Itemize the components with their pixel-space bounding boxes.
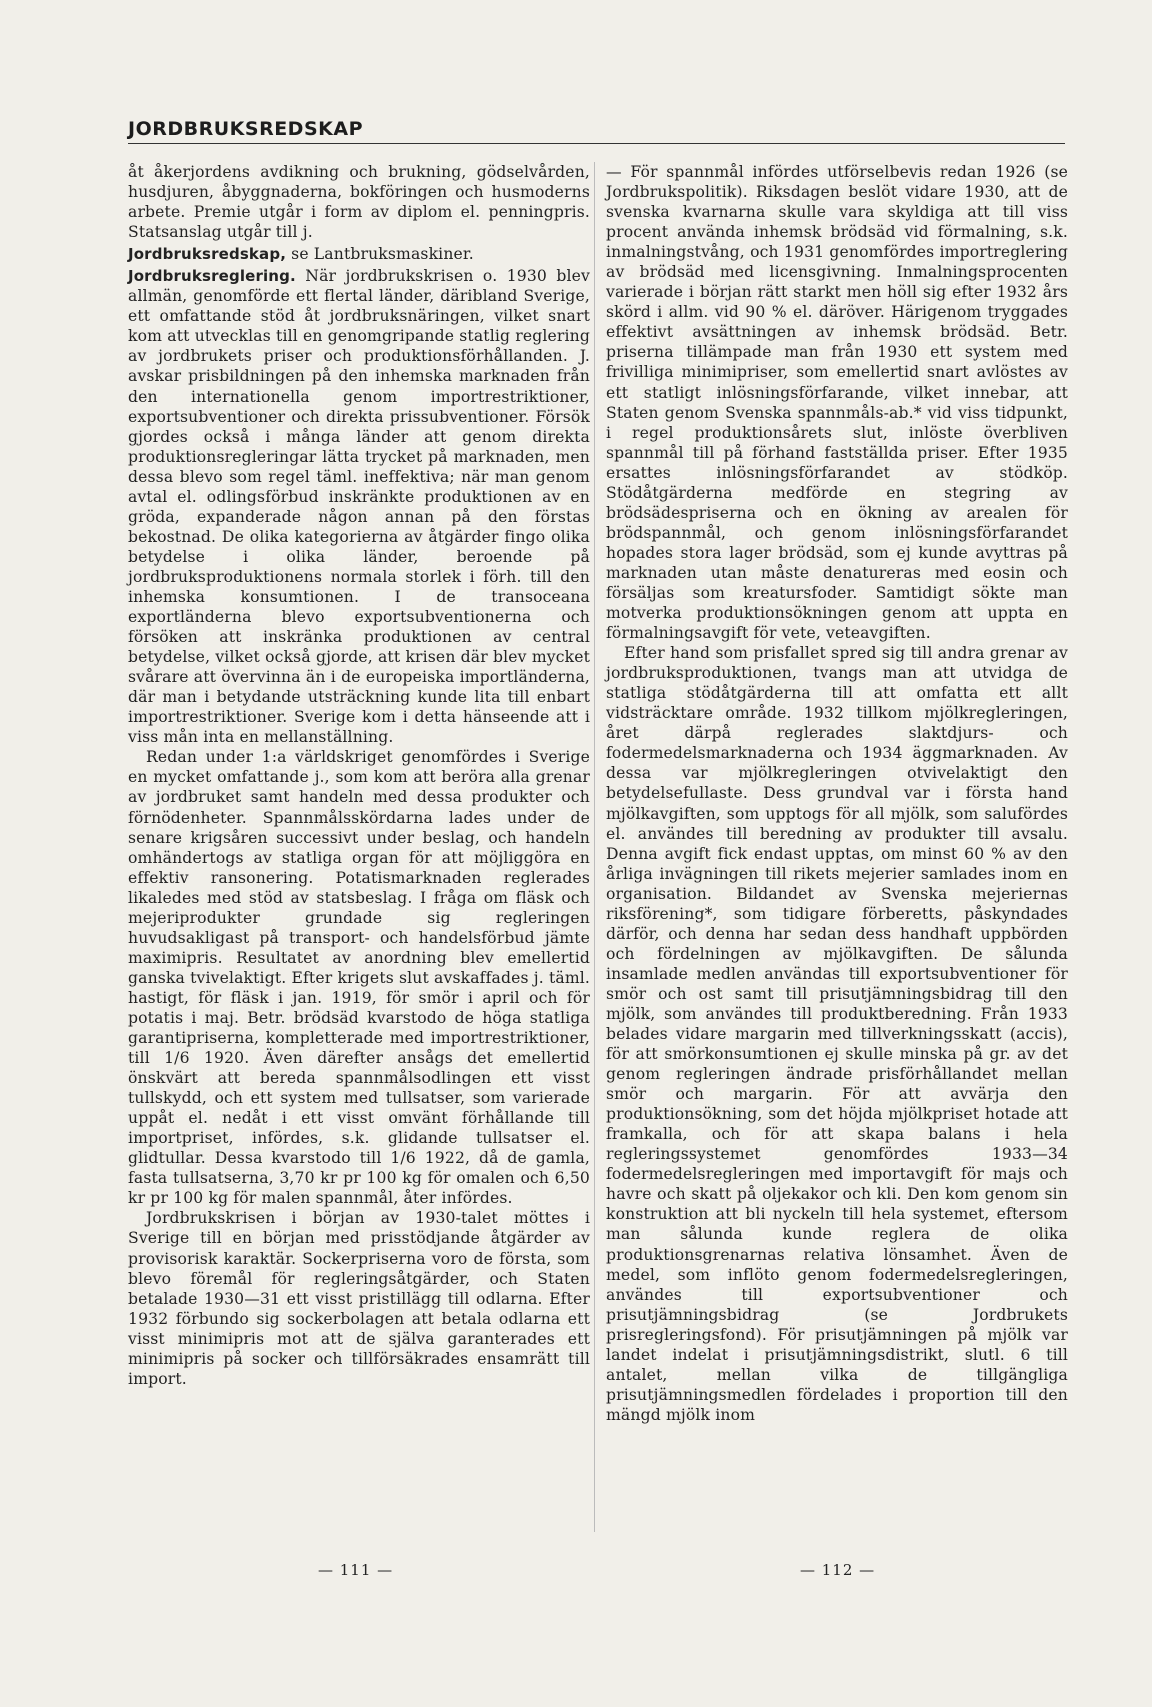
entry-jordbruksredskap bbox=[128, 242, 590, 264]
running-head: JORDBRUKSREDSKAP bbox=[128, 118, 363, 140]
left-paragraph-3: Jordbrukskrisen i början av 1930-talet möttes i Sverige till en början med prisstödjande åtgärder av provisorisk karaktär. Sockerpriserna voro de första, som blevo föremål för regleringsåtgärder, och Staten betalade 1930—31 ett visst pristillägg till odlarna. Efter 1932 förbundo sig sockerbolagen att betala odlarna ett visst minimipris mot att de själva garanterades ett minimipris på socker och tillförsäkrades ensamrätt till import. bbox=[128, 1209, 590, 1388]
header-rule bbox=[128, 143, 1065, 144]
left-column bbox=[128, 162, 590, 1389]
entry-text: När jordbrukskrisen o. 1930 blev allmän, genomförde ett flertal länder, däribland Sverige, ett omfattande stöd åt jordbruksnäringen, vilket snart kom att utvecklas till en genomgripande statlig reglering av jordbrukets priser och produktionsförhållanden. J. avskar prisbildningen på den inhemska marknaden från den internationella genom importrestriktioner, exportsubventioner och direkta prissubventioner. Försök gjordes också i många länder att genom direkta produktionsregleringar lätta trycket på marknaden, men dessa blevo som regel täml. ineffektiva; när man genom avtal el. odlingsförbud inskränkte produktionen av en gröda, expanderade någon annan på den förstas bekostnad. De olika kategorierna av åtgärder fingo olika betydelse i olika länder, beroende på jordbruksproduktionens normala storlek i förh. till den inhemska konsumtionen. I de transoceana exportländerna blevo exportsubventionerna och försöken att inskränka produktionen av central betydelse, vilket också gjorde, att krisen där blev mycket svårare att övervinna än i de europeiska importländerna, där man i betydande utsträckning kunde lita till enbart importrestriktioner. Sverige kom i detta hänseende att i viss mån inta en mellanställning. bbox=[128, 267, 590, 747]
right-paragraph-1: — För spannmål infördes utförselbevis redan 1926 (se Jordbrukspolitik). Riksdagen beslöt vidare 1930, att de svenska kvarnarna skulle vara skyldiga att till viss procent använda inhemsk brödsäd vid förmalning, s.k. inmalningstvång, och 1931 genomfördes importreglering av brödsäd med licensgivning. Inmalningsprocenten varierade i början rätt starkt men höll sig efter 1932 års skörd i allm. vid 90 % el. däröver. Härigenom tryggades effektivt avsättningen av inhemsk brödsäd. Betr. priserna tillämpade man från 1930 ett system med frivilliga minimipriser, som emellertid snart avlöstes av ett statligt inlösningsförfarande, vilket innebar, att Staten genom Svenska spannmåls-ab.* vid viss tidpunkt, i regel produktionsårets slut, inlöste överbliven spannmål till på förhand fastställda priser. Efter 1935 ersattes inlösningsförfarandet av stödköp. Stödåtgärderna medförde en stegring av brödsädespriserna och en ökning av arealen för brödspannmål, och genom inlösningsförfarandet hopades stora lager brödsäd, som ej kunde avyttras på marknaden utan måste denatureras med eosin och försäljas som kreatursfoder. Samtidigt sökte man motverka produktionsökningen genom att uppta en förmalningsavgift för vete, veteavgiften. bbox=[606, 163, 1068, 643]
entry-headword: Jordbruksreglering. bbox=[128, 267, 296, 286]
left-paragraph-1: åt åkerjordens avdikning och brukning, gödselvården, husdjuren, åbyggnaderna, bokföringen och husmoderns arbete. Premie utgår i form av diplom el. penningpris. Statsanslag utgår till j. bbox=[128, 163, 590, 242]
column-divider bbox=[594, 162, 595, 1532]
entry-text: se Lantbruksmaskiner. bbox=[286, 245, 474, 264]
entry-jordbruksreglering bbox=[128, 264, 590, 747]
right-column bbox=[606, 162, 1068, 1425]
entry-headword: Jordbruksredskap, bbox=[128, 245, 287, 264]
right-paragraph-2: Efter hand som prisfallet spred sig till andra grenar av jordbruksproduktionen, tvangs man att utvidga de statliga stödåtgärderna till att omfatta ett allt vidsträcktare område. 1932 tillkom mjölkregleringen, året därpå reglerades slaktdjurs- och fodermedelsmarknaderna och 1934 äggmarknaden. Av dessa var mjölkregleringen otvivelaktigt den betydelsefullaste. Dess grundval var i första hand mjölkavgiften, som upptogs för all mjölk, som salufördes el. användes till beredning av produkter till avsalu. Denna avgift fick endast upptas, om minst 60 % av den årliga invägningen till rikets mejerier samlades inom en organisation. Bildandet av Svenska mejeriernas riksförening*, som tidigare förberetts, påskyndades därför, och denna har sedan dess handhaft uppbörden och fördelningen av mjölkavgiften. De sålunda insamlade medlen användas till exportsubventioner för smör och ost samt till prisutjämningsbidrag till den mjölk, som användes till produktberedning. Från 1933 belades vidare margarin med tillverkningsskatt (accis), för att smörkonsumtionen ej skulle minska på gr. av det genom regleringen ändrade prisförhållandet mellan smör och margarin. För att avvärja den produktionsökning, som det höjda mjölkpriset hotade att framkalla, och för att skapa balans i hela regleringssystemet genomfördes 1933—34 fodermedelsregleringen med importavgift för majs och havre och skatt på oljekakor och kli. Den kom genom sin konstruktion att bli nyckeln till hela systemet, eftersom man sålunda kunde reglera de olika produktionsgrenarnas relativa lönsamhet. Även de medel, som inflöto genom fodermedelsregleringen, användes till exportsubventioner och prisutjämningsbidrag (se Jordbrukets prisregleringsfond). För prisutjämningen på mjölk var landet indelat i prisutjämningsdistrikt, slutl. 6 till antalet, mellan vilka de tillgängliga prisutjämningsmedlen fördelades i proportion till den mängd mjölk inom bbox=[606, 644, 1068, 1424]
page-number-left: — 111 — bbox=[318, 1561, 394, 1579]
left-paragraph-2: Redan under 1:a världskriget genomfördes i Sverige en mycket omfattande j., som kom att beröra alla grenar av jordbruket samt handeln med dessa produkter och förnödenheter. Spannmålsskördarna lades under de senare krigsåren successivt under beslag, och handeln omhändertogs av statliga organ för att möjliggöra en effektiv ransonering. Potatismarknaden reglerades likaledes med stöd av statsbeslag. I fråga om fläsk och mejeriprodukter grundade sig regleringen huvudsakligast på transport- och handelsförbud jämte maximipris. Resultatet av anordning blev emellertid ganska tvivelaktigt. Efter krigets slut avskaffades j. täml. hastigt, för fläsk i jan. 1919, för smör i april och för potatis i maj. Betr. brödsäd kvarstodo de höga statliga garantipriserna, kompletterade med importrestriktioner, till 1/6 1920. Även därefter ansågs det emellertid önskvärt att bereda spannmålsodlingen ett visst tullskydd, och ett system med tullsatser, som varierade uppåt el. nedåt i ett visst omvänt förhållande till importpriset, infördes, s.k. glidande tullsatser el. glidtullar. Dessa kvarstodo till 1/6 1922, då de gamla, fasta tullsatserna, 3,70 kr pr 100 kg för omalen och 6,50 kr pr 100 kg för malen spannmål, åter infördes. bbox=[128, 748, 590, 1208]
page-number-right: — 112 — bbox=[800, 1561, 876, 1579]
